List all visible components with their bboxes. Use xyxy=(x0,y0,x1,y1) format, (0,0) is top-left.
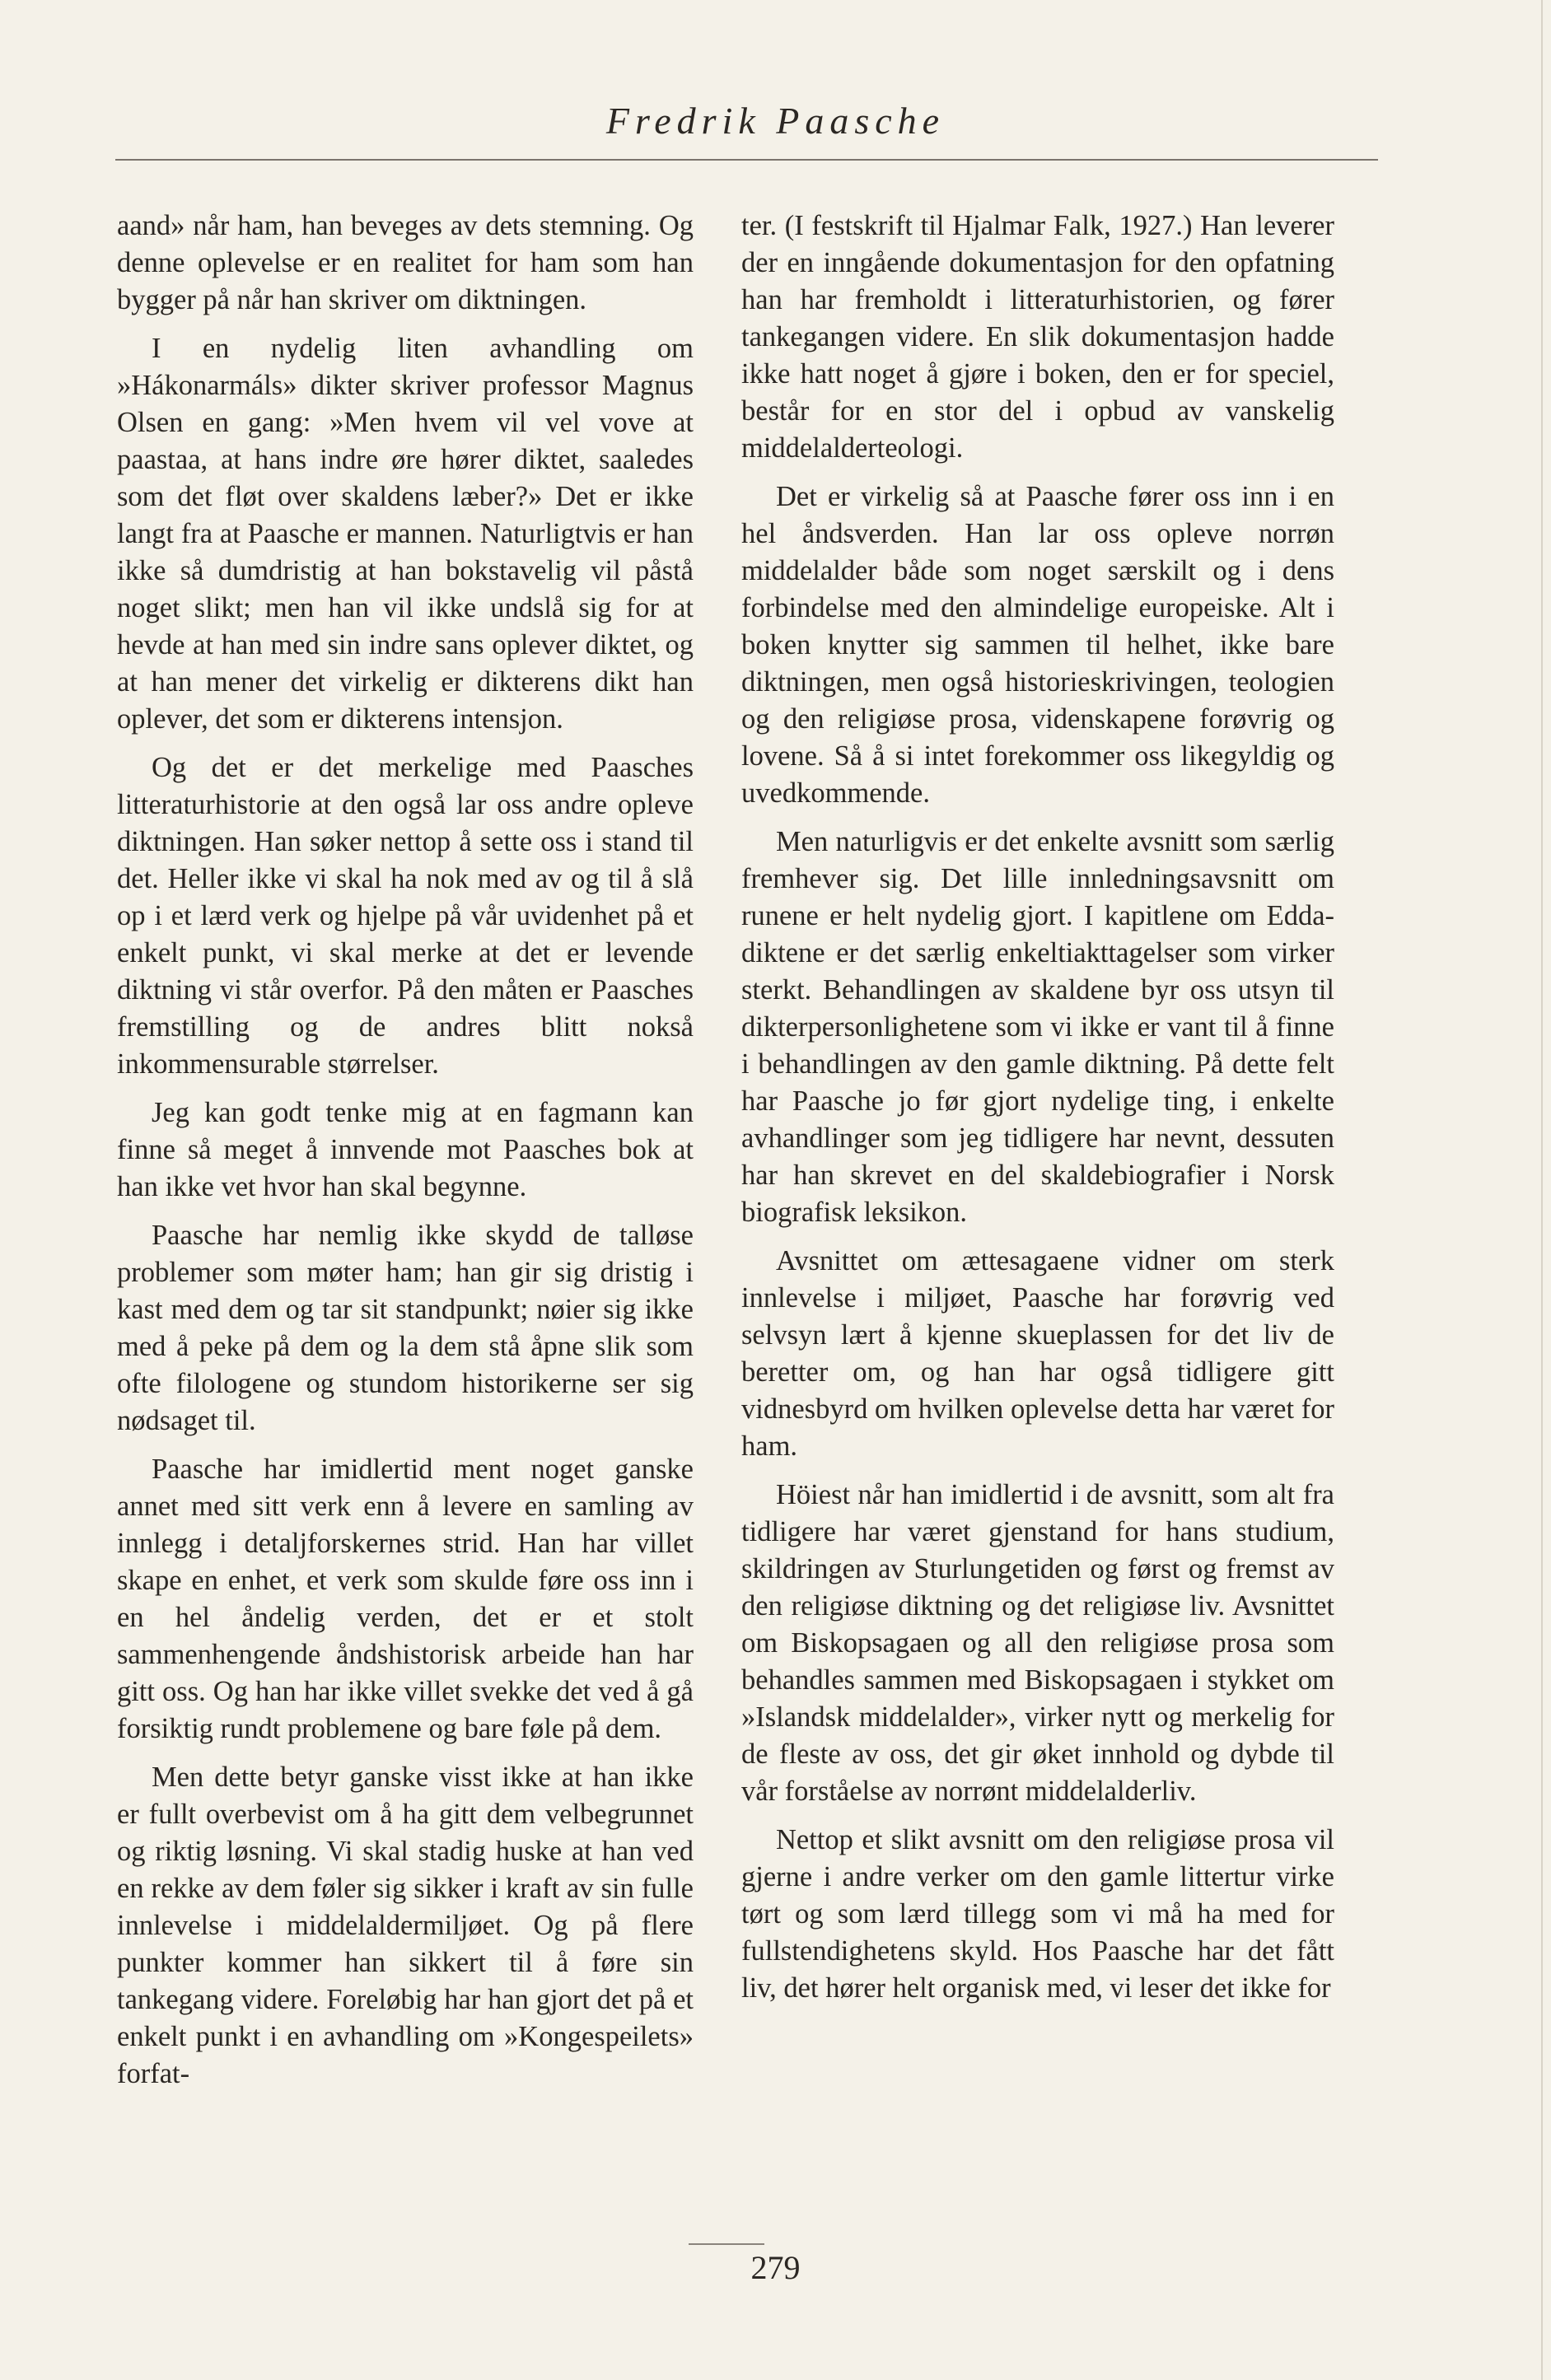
footer-rule xyxy=(689,2243,764,2245)
scan-margin-edge xyxy=(1541,0,1543,2380)
paragraph: Jeg kan godt tenke mig at en fagmann kan finne så meget å innvende mot Paasches bok at han ikke vet hvor han skal begynne. xyxy=(117,1097,694,1202)
paragraph: Paasche har nemlig ikke skydd de talløse problemer som møter ham; han gir sig dristig i kast med dem og tar sit standpunkt; nøier sig ikke med å peke på dem og la dem stå åpne slik som ofte filologene og stundom historikerne ser sig nødsaget til. xyxy=(117,1220,694,1436)
paragraph: Höiest når han imidlertid i de avsnitt, som alt fra tidligere har været gjenstand for hans studium, skildringen av Sturlungetiden og først og fremst av den religiøse diktning og det religiøse liv. Avsnittet om Biskopsagaen og all den religiøse prosa som behandles sammen med Biskopsagaen i stykket om »Islandsk middelalder», virker nytt og merkelig for de fleste av oss, det gir øket innhold og dybde til vår forståelse av norrønt middelalderliv. xyxy=(741,1479,1334,1807)
page-number: 279 xyxy=(750,2249,801,2286)
paragraph: Men dette betyr ganske visst ikke at han ikke er fullt overbevist om å ha gitt dem velbegrunnet og riktig løsning. Vi skal stadig huske at han ved en rekke av dem føler sig sikker i kraft av sin fulle innlevelse i middelaldermiljøet. Og på flere punkter kommer han sikkert til å føre sin tankegang videre. Foreløbig har han gjort det på et enkelt punkt i en avhandling om »Kongespeilets» forfat- xyxy=(117,1762,694,2089)
paragraph: aand» når ham, han beveges av dets stemning. Og denne oplevelse er en realitet for ham som han bygger på når han skriver om diktningen. xyxy=(117,210,694,315)
paragraph: I en nydelig liten avhandling om »Hákonarmáls» dikter skriver professor Magnus Olsen en gang: »Men hvem vil vel vove at paastaa, at hans indre øre hører diktet, saaledes som det fløt over skaldens læber?» Det er ikke langt fra at Paasche er mannen. Naturligtvis er han ikke så dumdristig at han bokstavelig vil påstå noget slikt; men han vil ikke undslå sig for at hevde at han med sin indre sans oplever diktet, og at han mener det virkelig er dikterens dikt han oplever, det som er dikterens intensjon. xyxy=(117,333,694,735)
paragraph: Det er virkelig så at Paasche fører oss inn i en hel åndsverden. Han lar oss opleve norrøn middelalder både som noget særskilt og i dens forbindelse med den almindelige europeiske. Alt i boken knytter sig sammen til helhet, ikke bare diktningen, men også historieskrivingen, teologien og den religiøse prosa, videnskapene forøvrig og lovene. Så å si intet forekommer oss likegyldig og uvedkommende. xyxy=(741,481,1334,809)
paragraph: ter. (I festskrift til Hjalmar Falk, 1927.) Han leverer der en inngående dokumentasjon for den opfatning han har fremholdt i litteraturhistorien, og fører tankegangen videre. En slik dokumentasjon hadde ikke hatt noget å gjøre i boken, den er for speciel, består for en stor del i opbud av vanskelig middelalderteologi. xyxy=(741,210,1334,464)
paragraph: Men naturligvis er det enkelte avsnitt som særlig fremhever sig. Det lille innledningsavsnitt om runene er helt nydelig gjort. I kapitlene om Edda-diktene er det særlig enkeltiakttagelser som virker sterkt. Behandlingen av skaldene byr oss utsyn til dikterpersonlighetene som vi ikke er vant til å finne i behandlingen av den gamle diktning. På dette felt har Paasche jo før gjort nydelige ting, i enkelte avhandlinger som jeg tidligere har nevnt, dessuten har han skrevet en del skaldebiografier i Norsk biografisk leksikon. xyxy=(741,826,1334,1228)
paragraph: Paasche har imidlertid ment noget ganske annet med sitt verk enn å levere en samling av innlegg i detaljforskernes strid. Han har villet skape en enhet, et verk som skulde føre oss inn i en hel åndelig verden, det er et stolt sammenhengende åndshistorisk arbeide han har gitt oss. Og han har ikke villet svekke det ved å gå forsiktig rundt problemene og bare føle på dem. xyxy=(117,1454,694,1744)
right-column xyxy=(741,208,1334,2018)
running-header: Fredrik Paasche xyxy=(605,100,946,142)
paragraph: Nettop et slikt avsnitt om den religiøse prosa vil gjerne i andre verker om den gamle littertur virke tørt og som lærd tillegg som vi må ha med for fullstendighetens skyld. Hos Paasche har det fått liv, det hører helt organisk med, vi leser det ikke for xyxy=(741,1824,1334,2004)
left-column xyxy=(117,208,694,2104)
paragraph: Avsnittet om ættesagaene vidner om sterk innlevelse i miljøet, Paasche har forøvrig ved selvsyn lært å kjenne skueplassen for det liv de beretter om, og han har også tidligere gitt vidnesbyrd om hvilken oplevelse detta har været for ham. xyxy=(741,1245,1334,1462)
header-rule xyxy=(115,159,1378,161)
paragraph: Og det er det merkelige med Paasches litteraturhistorie at den også lar oss andre opleve diktningen. Han søker nettop å sette oss i stand til det. Heller ikke vi skal ha nok med av og til å slå op i et lærd verk og hjelpe på vår uvidenhet på et enkelt punkt, vi skal merke at det er levende diktning vi står overfor. På den måten er Paasches fremstilling og de andres blitt nokså inkommensurable størrelser. xyxy=(117,752,694,1080)
